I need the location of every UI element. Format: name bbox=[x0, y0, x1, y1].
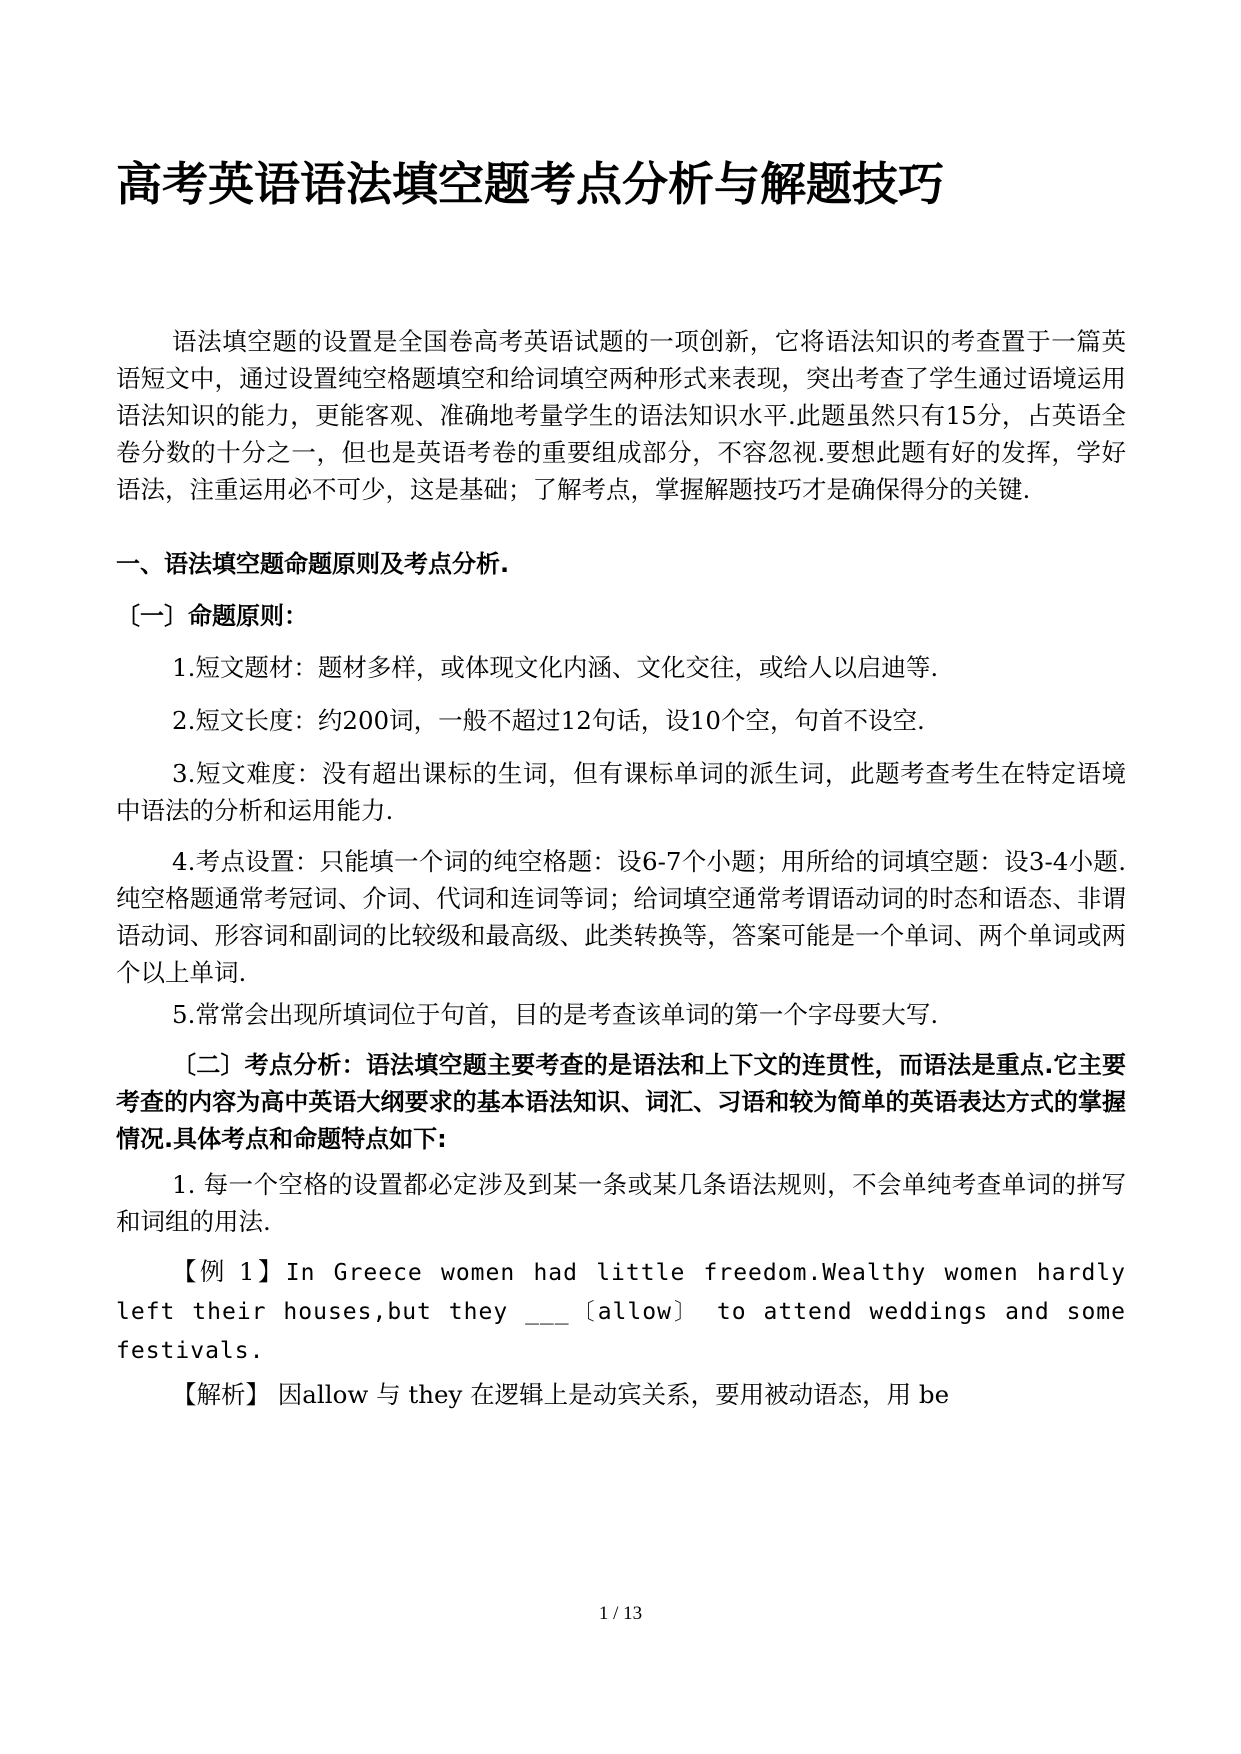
principle-item-4: 4.考点设置：只能填一个词的纯空格题：设6-7个小题；用所给的词填空题：设3-4小题.纯空格题通常考冠词、介词、代词和连词等词；给词填空通常考谓语动词的时态和语态、非谓语动词、形容词和副词的比较级和最高级、此类转换等，答案可能是一个单词、两个单词或两个以上单词. bbox=[116, 847, 1126, 987]
subsection-heading-principles: 〔一〕命题原则： bbox=[116, 602, 308, 630]
subsection-analysis-paragraph: 〔二〕考点分析：语法填空题主要考查的是语法和上下文的连贯性，而语法是重点.它主要考查的内容为高中英语大纲要求的基本语法知识、词汇、习语和较为简单的英语表达方式的掌握情况.具体考点和命题特点如下: bbox=[116, 1051, 1126, 1153]
point-1-paragraph: 1. 每一个空格的设置都必定涉及到某一条或某几条语法规则，不会单纯考查单词的拼写和词组的用法. bbox=[116, 1170, 1126, 1236]
analysis-label: 【解析】 bbox=[172, 1380, 270, 1409]
analysis-paragraph bbox=[116, 1376, 1126, 1413]
example-1-label: 【例 1】 bbox=[172, 1257, 286, 1286]
section-heading-1: 一、语法填空题命题原则及考点分析. bbox=[116, 550, 510, 578]
page-number: 1 / 13 bbox=[598, 1603, 643, 1624]
document-title: 高考英语语法填空题考点分析与解题技巧 bbox=[116, 157, 944, 211]
principle-item-3: 3.短文难度：没有超出课标的生词，但有课标单词的派生词，此题考查考生在特定语境中语法的分析和运用能力. bbox=[116, 759, 1126, 825]
principle-item-2: 2.短文长度：约200词，一般不超过12句话，设10个空，句首不设空. bbox=[172, 706, 925, 735]
principle-item-5: 5.常常会出现所填词位于句首，目的是考查该单词的第一个字母要大写. bbox=[172, 1000, 939, 1029]
intro-paragraph: 语法填空题的设置是全国卷高考英语试题的一项创新，它将语法知识的考查置于一篇英语短文中，通过设置纯空格题填空和给词填空两种形式来表现，突出考查了学生通过语境运用语法知识的能力，更能客观、准确地考量学生的语法知识水平.此题虽然只有15分，占英语全卷分数的十分之一，但也是英语考卷的重要组成部分，不容忽视.要想此题有好的发挥，学好语法，注重运用必不可少，这是基础；了解考点，掌握解题技巧才是确保得分的关键. bbox=[116, 327, 1126, 504]
example-1-paragraph bbox=[116, 1253, 1126, 1370]
example-1-text: In Greece women had little freedom.Wealthy women hardly left their houses,but they ___〔allow〕 to attend weddings and some festivals. bbox=[116, 1260, 1126, 1364]
analysis-text: 因allow 与 they 在逻辑上是动宾关系，要用被动语态，用 be bbox=[270, 1380, 950, 1409]
principle-item-1: 1.短文题材：题材多样，或体现文化内涵、文化交往，或给人以启迪等. bbox=[172, 653, 939, 682]
